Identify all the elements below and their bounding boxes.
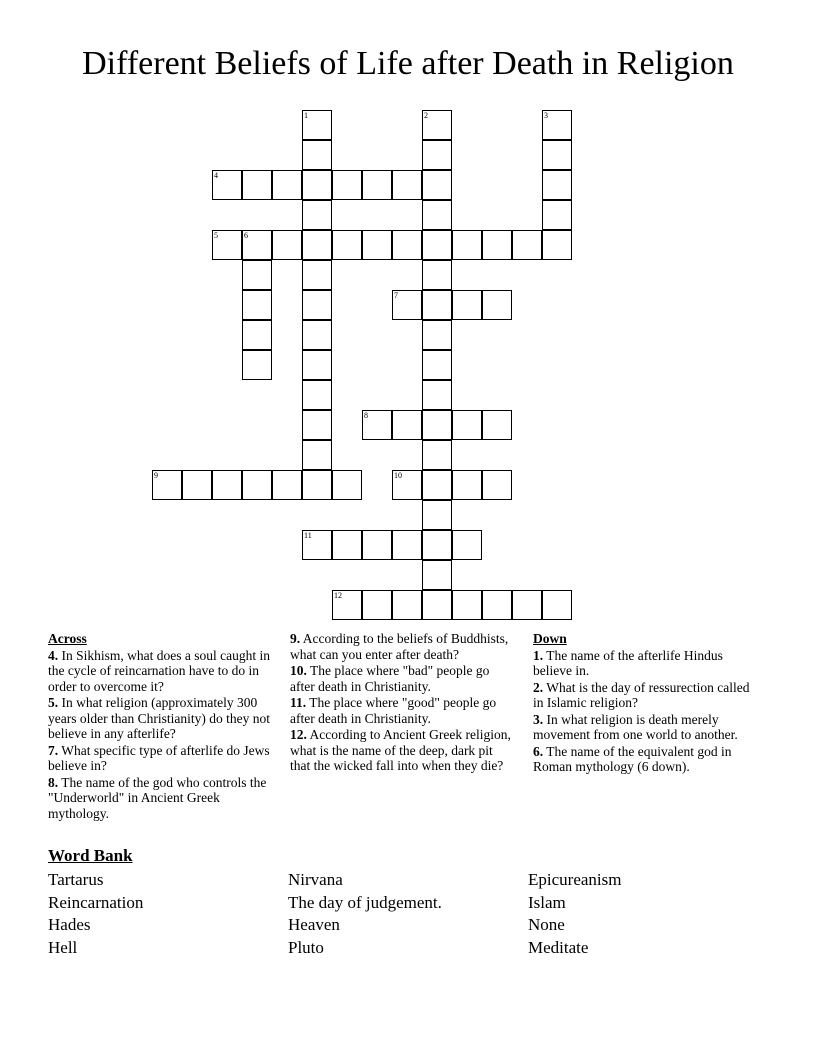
crossword-cell[interactable] xyxy=(332,530,362,560)
across-clue-5: 5. In what religion (approximately 300 years older than Christianity) do they not believe in any afterlife? xyxy=(48,695,270,741)
clue-number: 7 xyxy=(394,291,398,300)
crossword-cell[interactable] xyxy=(482,410,512,440)
crossword-cell[interactable] xyxy=(452,470,482,500)
crossword-cell[interactable] xyxy=(212,230,242,260)
crossword-cell[interactable] xyxy=(452,590,482,620)
across-clue-11: 11. The place where "good" people go after death in Christianity. xyxy=(290,695,497,726)
crossword-cell[interactable] xyxy=(362,590,392,620)
clue-number: 12 xyxy=(334,591,342,600)
crossword-cell[interactable] xyxy=(392,470,422,500)
crossword-cell[interactable] xyxy=(242,170,272,200)
crossword-cell[interactable] xyxy=(422,530,452,560)
crossword-cell[interactable] xyxy=(542,110,572,140)
crossword-cell[interactable] xyxy=(242,320,272,350)
word-bank-heading: Word Bank xyxy=(48,846,133,865)
crossword-cell[interactable] xyxy=(422,350,452,380)
crossword-cell[interactable] xyxy=(332,470,362,500)
crossword-cell[interactable] xyxy=(302,530,332,560)
across-clue-10: 10. The place where "bad" people go after death in Christianity. xyxy=(290,663,490,694)
crossword-cell[interactable] xyxy=(422,140,452,170)
crossword-cell[interactable] xyxy=(212,170,242,200)
crossword-cell[interactable] xyxy=(302,110,332,140)
crossword-cell[interactable] xyxy=(212,470,242,500)
crossword-cell[interactable] xyxy=(302,260,332,290)
crossword-cell[interactable] xyxy=(542,200,572,230)
down-heading: Down xyxy=(533,631,567,646)
across-clue-4: 4. In Sikhism, what does a soul caught in the cycle of reincarnation have to do in order to overcome it? xyxy=(48,647,270,694)
crossword-cell[interactable] xyxy=(302,470,332,500)
crossword-cell[interactable] xyxy=(542,230,572,260)
word-bank-item: None xyxy=(528,915,565,934)
crossword-cell[interactable] xyxy=(512,230,542,260)
crossword-cell[interactable] xyxy=(242,470,272,500)
clue-number: 5 xyxy=(214,231,218,240)
crossword-cell[interactable] xyxy=(242,230,272,260)
word-bank-column-3 xyxy=(528,869,621,959)
crossword-cell[interactable] xyxy=(362,170,392,200)
across-clues-column-1 xyxy=(48,631,284,822)
crossword-cell[interactable] xyxy=(302,440,332,470)
crossword-cell[interactable] xyxy=(452,230,482,260)
word-bank-item: Reincarnation xyxy=(48,892,144,912)
crossword-cell[interactable] xyxy=(302,320,332,350)
crossword-cell[interactable] xyxy=(302,170,332,200)
clue-number: 1 xyxy=(304,111,308,120)
crossword-cell[interactable] xyxy=(242,350,272,380)
word-bank-column-1 xyxy=(48,869,143,959)
crossword-cell[interactable] xyxy=(422,230,452,260)
page-title: Different Beliefs of Life after Death in Religion xyxy=(82,45,734,82)
word-bank-column-2 xyxy=(288,869,442,959)
crossword-cell[interactable] xyxy=(242,260,272,290)
word-bank-item: Hell xyxy=(48,937,78,957)
crossword-cell[interactable] xyxy=(392,410,422,440)
crossword-cell[interactable] xyxy=(452,290,482,320)
crossword-cell[interactable] xyxy=(422,110,452,140)
clue-number: 10 xyxy=(394,471,402,480)
crossword-cell[interactable] xyxy=(422,560,452,590)
across-clue-12: 12. According to Ancient Greek religion, what is the name of the deep, dark pit that the wicked fall into when they die? xyxy=(290,727,511,773)
crossword-cell[interactable] xyxy=(332,590,362,620)
crossword-cell[interactable] xyxy=(392,230,422,260)
crossword-cell[interactable] xyxy=(302,140,332,170)
word-bank-item: Epicureanism xyxy=(528,870,622,889)
word-bank-item: Hades xyxy=(48,915,91,934)
crossword-cell[interactable] xyxy=(422,320,452,350)
word-bank-item: Tartarus xyxy=(48,870,104,889)
across-clue-7: 7. What specific type of afterlife do Jews believe in? xyxy=(48,742,270,773)
down-clue-3: 3. In what religion is death merely movement from one world to another. xyxy=(533,711,738,742)
crossword-cell[interactable] xyxy=(392,590,422,620)
word-bank-item: Meditate xyxy=(528,937,589,957)
crossword-cell[interactable] xyxy=(302,380,332,410)
across-heading: Across xyxy=(48,631,87,646)
crossword-cell[interactable] xyxy=(542,590,572,620)
crossword-cell[interactable] xyxy=(392,290,422,320)
crossword-cell[interactable] xyxy=(332,170,362,200)
crossword-cell[interactable] xyxy=(302,200,332,230)
clue-number: 9 xyxy=(154,471,158,480)
crossword-cell[interactable] xyxy=(302,290,332,320)
crossword-cell[interactable] xyxy=(152,470,182,500)
crossword-cell[interactable] xyxy=(482,290,512,320)
across-clues-column-2 xyxy=(290,631,516,775)
clue-number: 3 xyxy=(544,111,548,120)
word-bank-item: Pluto xyxy=(288,937,324,957)
word-bank-item: Nirvana xyxy=(288,870,343,889)
across-clue-9: 9. According to the beliefs of Buddhists, what can you enter after death? xyxy=(290,631,509,662)
crossword-cell[interactable] xyxy=(422,170,452,200)
down-clues-column xyxy=(533,631,753,776)
down-clue-2: 2. What is the day of ressurection called in Islamic religion? xyxy=(533,679,750,710)
crossword-cell[interactable] xyxy=(422,590,452,620)
crossword-cell[interactable] xyxy=(392,530,422,560)
crossword-cell[interactable] xyxy=(302,350,332,380)
crossword-cell[interactable] xyxy=(512,590,542,620)
clue-number: 4 xyxy=(214,171,218,180)
crossword-cell[interactable] xyxy=(362,230,392,260)
crossword-cell[interactable] xyxy=(242,290,272,320)
clue-number: 8 xyxy=(364,411,368,420)
crossword-cell[interactable] xyxy=(422,200,452,230)
crossword-cell[interactable] xyxy=(362,410,392,440)
clue-number: 6 xyxy=(244,231,248,240)
word-bank-item: Islam xyxy=(528,892,566,912)
crossword-cell[interactable] xyxy=(542,170,572,200)
crossword-cell[interactable] xyxy=(422,470,452,500)
crossword-cell[interactable] xyxy=(302,410,332,440)
crossword-cell[interactable] xyxy=(422,290,452,320)
down-clue-1: 1. The name of the afterlife Hindus believe in. xyxy=(533,647,723,678)
crossword-cell[interactable] xyxy=(422,440,452,470)
crossword-cell[interactable] xyxy=(302,230,332,260)
crossword-cell[interactable] xyxy=(482,230,512,260)
crossword-cell[interactable] xyxy=(272,230,302,260)
clue-number: 2 xyxy=(424,111,428,120)
crossword-cell[interactable] xyxy=(482,590,512,620)
crossword-cell[interactable] xyxy=(422,260,452,290)
word-bank-item: The day of judgement. xyxy=(288,892,442,912)
crossword-cell[interactable] xyxy=(332,230,362,260)
crossword-cell[interactable] xyxy=(452,410,482,440)
crossword-cell[interactable] xyxy=(542,140,572,170)
word-bank-item: Heaven xyxy=(288,915,340,934)
clue-number: 11 xyxy=(304,531,312,540)
crossword-cell[interactable] xyxy=(362,530,392,560)
crossword-cell[interactable] xyxy=(422,380,452,410)
crossword-cell[interactable] xyxy=(482,470,512,500)
crossword-cell[interactable] xyxy=(182,470,212,500)
crossword-cell[interactable] xyxy=(452,530,482,560)
down-clue-6: 6. The name of the equivalent god in Roman mythology (6 down). xyxy=(533,743,732,774)
crossword-cell[interactable] xyxy=(272,470,302,500)
crossword-cell[interactable] xyxy=(422,500,452,530)
crossword-cell[interactable] xyxy=(272,170,302,200)
crossword-cell[interactable] xyxy=(422,410,452,440)
crossword-cell[interactable] xyxy=(392,170,422,200)
across-clue-8: 8. The name of the god who controls the "Underworld" in Ancient Greek mythology. xyxy=(48,774,267,821)
